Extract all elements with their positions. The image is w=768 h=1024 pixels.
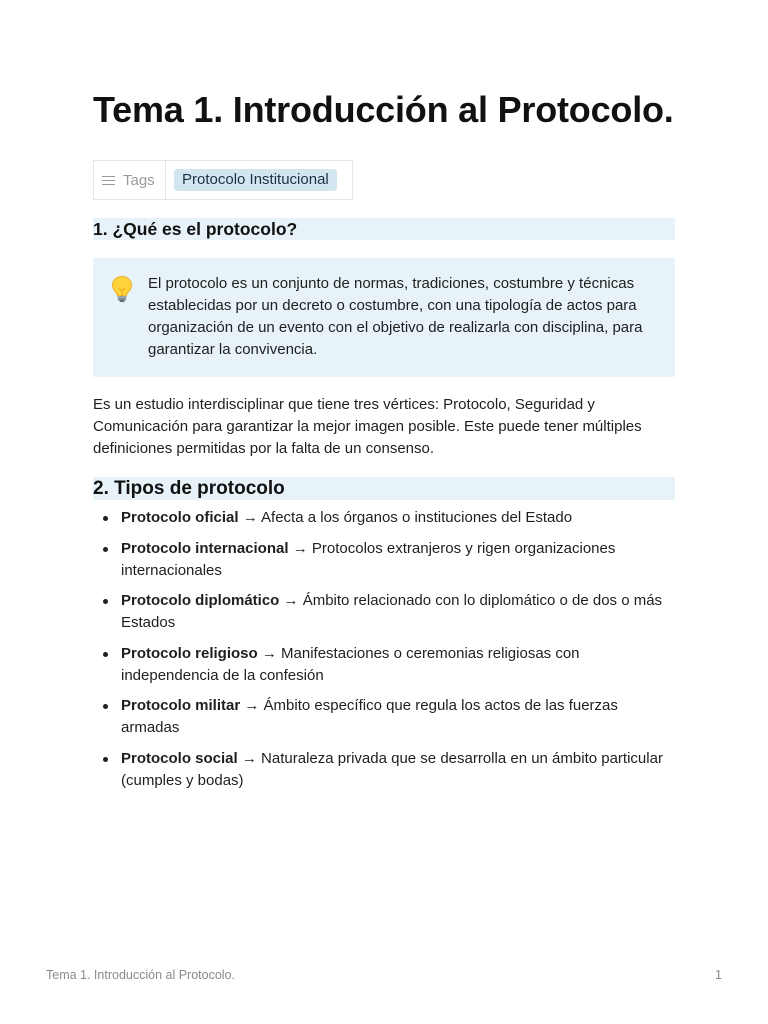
lightbulb-icon bbox=[110, 275, 134, 361]
list-item-description: Ámbito relacionado con lo diplomático o de dos o más Estados bbox=[121, 592, 663, 631]
list-item-description: Naturaleza privada que se desarrolla en un ámbito particular (cumples y bodas) bbox=[121, 749, 663, 789]
list-item-description: Protocolos extranjeros y rigen organizaciones internacionales bbox=[121, 539, 616, 579]
list-item-description: Manifestaciones o ceremonias religiosas con independencia de la confesión bbox=[121, 644, 580, 684]
bullet-icon bbox=[103, 547, 108, 552]
list-item bbox=[93, 643, 675, 687]
arrow-icon: → bbox=[242, 509, 258, 526]
list-item bbox=[93, 538, 675, 582]
list-item-term: Protocolo oficial bbox=[121, 509, 239, 526]
paragraph: Es un estudio interdisciplinar que tiene tres vértices: Protocolo, Seguridad y Comunicación para garantizar la mejor imagen posible. Este puede tener múltiples definiciones permitidas por la falta de un consenso. bbox=[93, 396, 642, 457]
property-label bbox=[94, 161, 166, 199]
arrow-icon: → bbox=[244, 697, 260, 714]
bulleted-list bbox=[93, 507, 675, 792]
callout-box bbox=[93, 258, 675, 377]
footer-title: Tema 1. Introducción al Protocolo. bbox=[46, 968, 235, 982]
callout-text: El protocolo es un conjunto de normas, tradiciones, costumbre y técnicas establecidas por un decreto o costumbre, con una tipología de actos para organización de un evento con el objetivo de realizarla con disciplina, para garantizar la convivencia. bbox=[148, 275, 643, 358]
list-item bbox=[93, 695, 675, 739]
properties-table bbox=[93, 160, 353, 200]
list-item bbox=[93, 748, 675, 792]
page-footer bbox=[46, 968, 722, 982]
arrow-icon: → bbox=[261, 644, 277, 662]
list-item-term: Protocolo diplomático bbox=[121, 592, 280, 609]
list-item bbox=[93, 507, 675, 529]
bullet-icon bbox=[103, 652, 108, 657]
bullet-icon bbox=[103, 757, 108, 762]
page-number: 1 bbox=[715, 968, 722, 982]
list-item-term: Protocolo social bbox=[121, 749, 238, 767]
property-label-text: Tags bbox=[123, 171, 155, 189]
section-heading: 1. ¿Qué es el protocolo? bbox=[93, 218, 675, 240]
bullet-icon bbox=[103, 704, 108, 709]
list-item-description: Ámbito específico que regula los actos de las fuerzas armadas bbox=[121, 697, 618, 736]
list-item-description: Afecta a los órganos o instituciones del Estado bbox=[261, 509, 573, 526]
arrow-icon: → bbox=[241, 749, 257, 767]
tag-badge[interactable]: Protocolo Institucional bbox=[174, 169, 337, 191]
bullet-icon bbox=[103, 599, 108, 604]
property-value bbox=[166, 161, 352, 199]
page-title: Tema 1. Introducción al Protocolo. bbox=[93, 89, 674, 130]
arrow-icon: → bbox=[283, 592, 299, 609]
list-item-term: Protocolo religioso bbox=[121, 644, 258, 662]
bullet-icon bbox=[103, 516, 108, 521]
document-page bbox=[93, 88, 675, 800]
list-icon bbox=[102, 175, 115, 185]
arrow-icon: → bbox=[292, 539, 308, 557]
list-item-term: Protocolo internacional bbox=[121, 539, 289, 557]
list-item-term: Protocolo militar bbox=[121, 697, 241, 714]
section-heading: 2. Tipos de protocolo bbox=[93, 477, 675, 500]
list-item bbox=[93, 590, 675, 634]
